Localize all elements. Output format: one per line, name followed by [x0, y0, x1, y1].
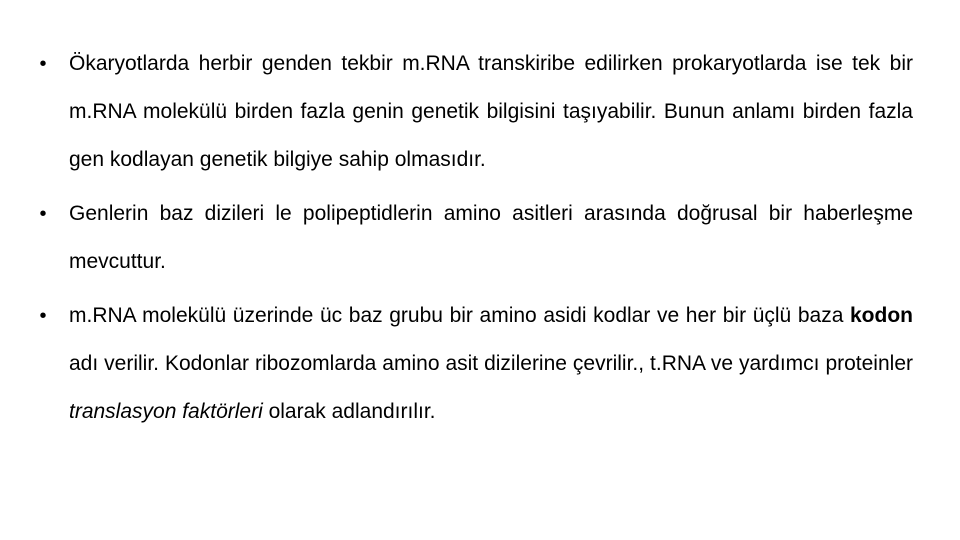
bullet-text-part1: m.RNA molekülü üzerinde üc baz grubu bir amino asidi kodlar ve her bir üçlü baza [69, 304, 850, 327]
bullet-item-base-sequence [28, 190, 913, 286]
bullet-list [28, 40, 913, 436]
bullet-dot-icon: • [39, 203, 47, 225]
bullet-item-eukaryote-prokaryote [28, 40, 913, 184]
bullet-text-part3: olarak adlandırılır. [262, 400, 436, 423]
bullet-dot-icon: • [39, 305, 47, 327]
bullet-dot-icon: • [39, 53, 47, 75]
bullet-text: Genlerin baz dizileri le polipeptidlerin amino asitleri arasında doğrusal bir haberleşme mevcuttur. [69, 202, 913, 273]
bullet-text: Ökaryotlarda herbir genden tekbir m.RNA transkiribe edilirken prokaryotlarda ise tek bir m.RNA molekülü birden fazla genin genetik bilgisini taşıyabilir. Bunun anlamı birden fazla gen kodlayan genetik bilgiye sahip olmasıdır. [69, 52, 913, 171]
bullet-text-part2: adı verilir. Kodonlar ribozomlarda amino asit dizilerine çevrilir., t.RNA ve yardımcı proteinler [69, 352, 913, 375]
bold-term-kodon: kodon [850, 304, 913, 327]
italic-term-translation-factors: translasyon faktörleri [69, 400, 263, 423]
bullet-item-codon [28, 292, 913, 436]
